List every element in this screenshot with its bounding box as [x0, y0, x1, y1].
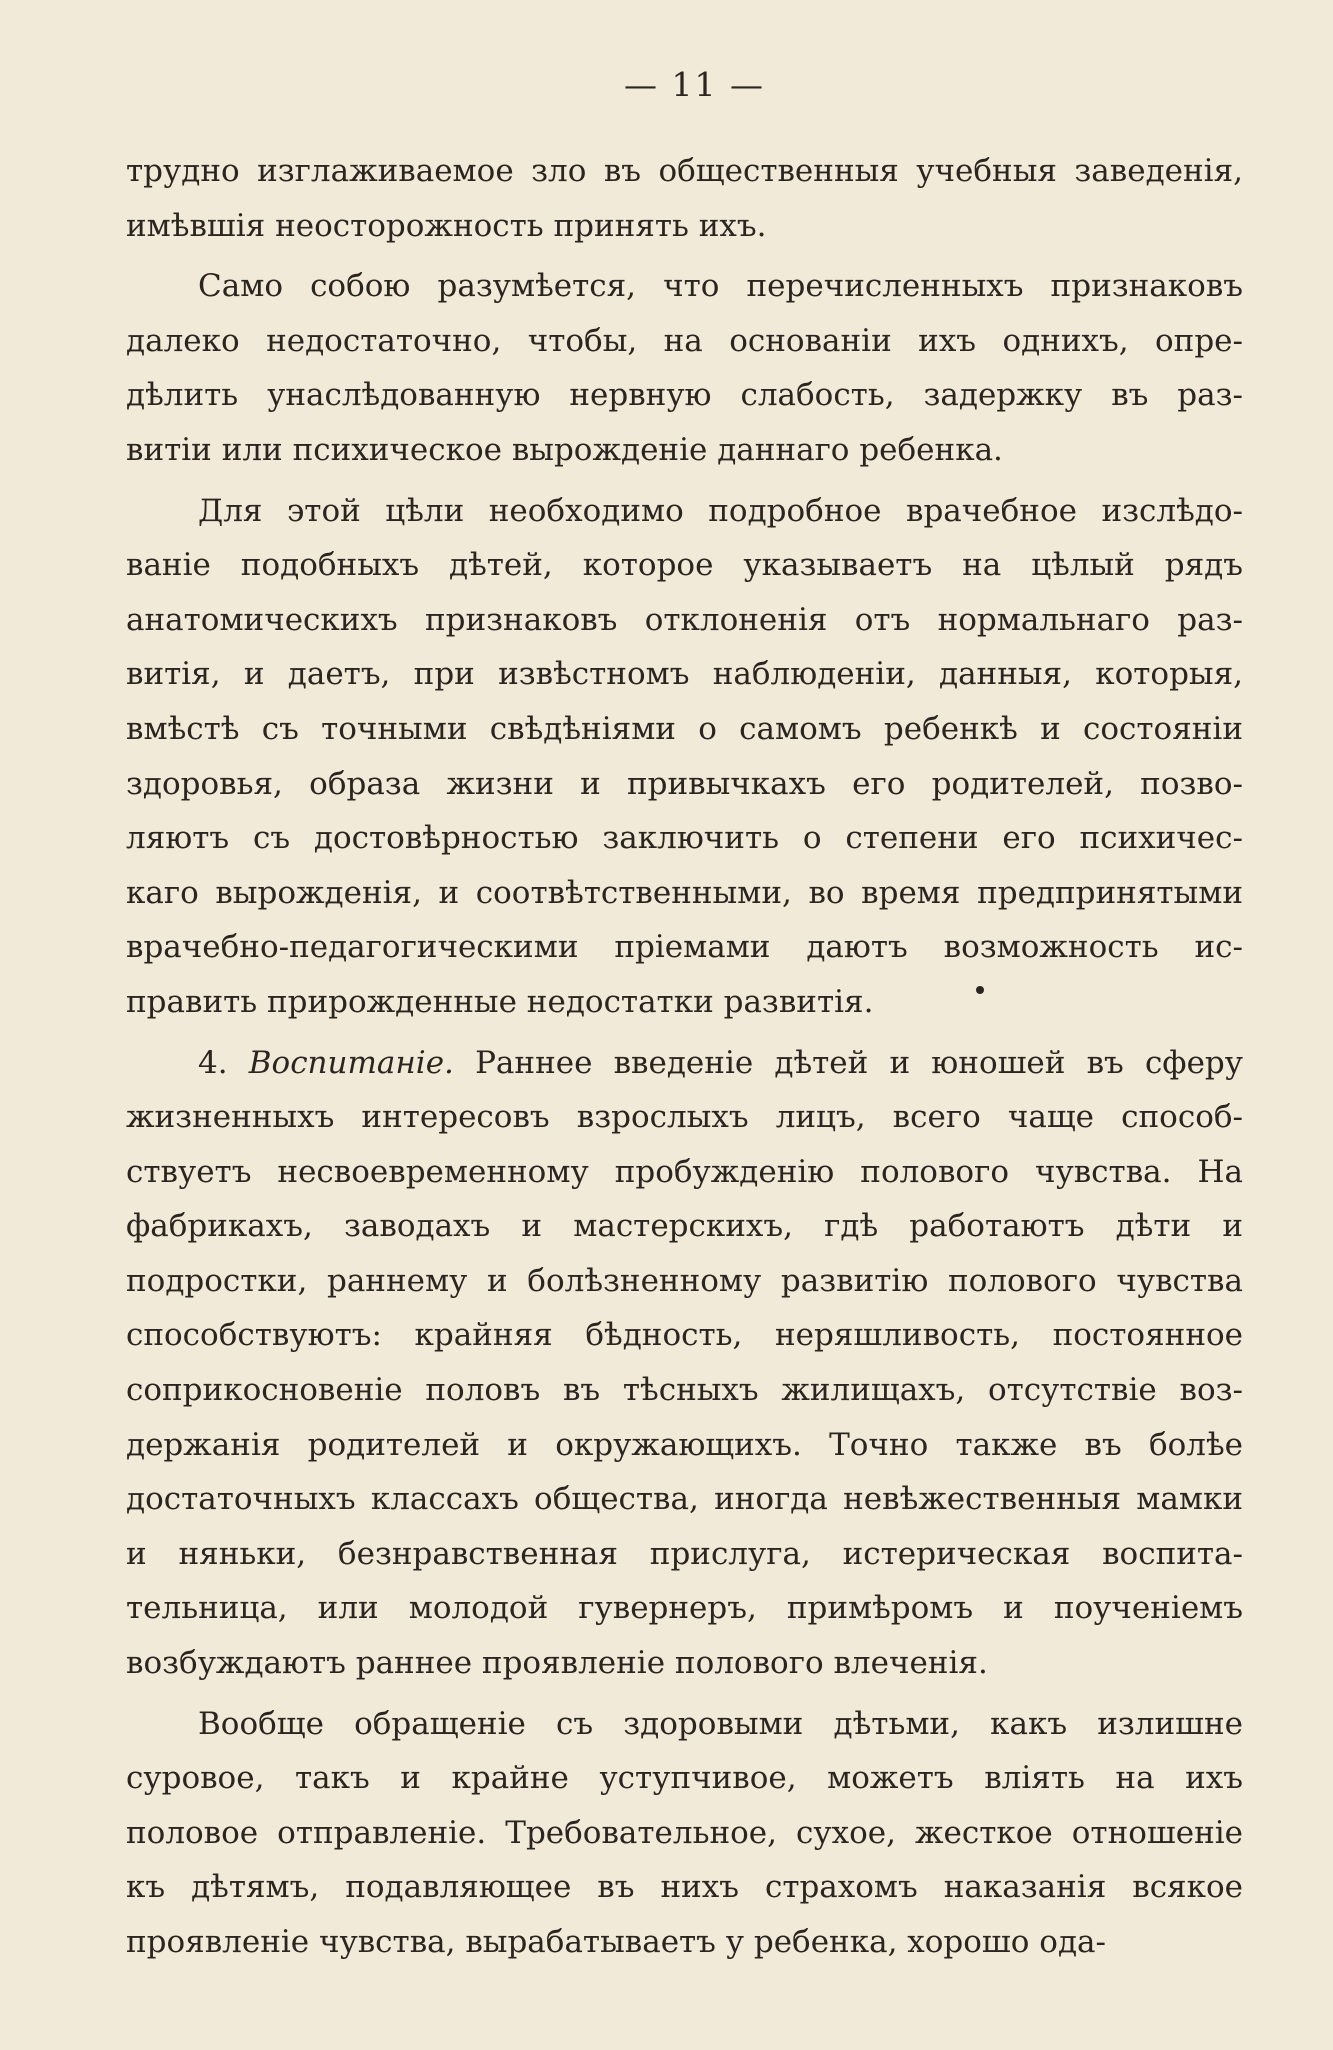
text-line: способствуютъ: крайняя бѣдность, неряшливость, постоянное: [126, 1317, 1243, 1354]
text-line: соприкосновеніе половъ въ тѣсныхъ жилищахъ, отсутствіе воз-: [126, 1372, 1243, 1409]
body-text: [126, 144, 1243, 1970]
text-line: здоровья, образа жизни и привычкахъ его родителей, позво-: [126, 765, 1243, 802]
text-line-content: Раннее введеніе дѣтей и юношей въ сферу: [475, 1044, 1243, 1081]
text-line: Само собою разумѣется, что перечисленныхъ признаковъ: [198, 268, 1243, 305]
paragraph: [126, 484, 1243, 1030]
text-line: достаточныхъ классахъ общества, иногда невѣжественныя мамки: [126, 1481, 1243, 1518]
text-line: проявленіе чувства, вырабатываетъ у ребенка, хорошо ода-: [126, 1924, 1106, 1960]
text-line: держанія родителей и окружающихъ. Точно также въ болѣе: [126, 1426, 1243, 1463]
ink-speck: [976, 986, 984, 994]
text-line: вмѣстѣ съ точными свѣдѣніями о самомъ ребенкѣ и состояніи: [126, 710, 1243, 747]
text-line: фабрикахъ, заводахъ и мастерскихъ, гдѣ работаютъ дѣти и: [126, 1208, 1243, 1245]
page-number: — 11 —: [624, 65, 765, 104]
text-line: половое отправленіе. Требовательное, сухое, жесткое отношеніе: [126, 1814, 1243, 1851]
text-line: Вообще обращеніе съ здоровыми дѣтьми, какъ излишне: [198, 1705, 1243, 1742]
text-line: анатомическихъ признаковъ отклоненія отъ нормальнаго раз-: [126, 601, 1243, 638]
text-line: жизненныхъ интересовъ взрослыхъ лицъ, всего чаще способ-: [126, 1099, 1243, 1136]
text-line: ляютъ съ достовѣрностью заключить о степени его психичес-: [126, 820, 1243, 857]
text-line: врачебно-педагогическими пріемами даютъ возможность ис-: [126, 929, 1243, 966]
text-line: трудно изглаживаемое зло въ общественныя учебныя заведенія,: [126, 153, 1243, 189]
paragraph: [126, 259, 1243, 477]
text-line: править прирожденные недостатки развитія.: [126, 983, 874, 1020]
text-line: дѣлить унаслѣдованную нервную слабость, задержку въ раз-: [126, 377, 1243, 414]
text-line: далеко недостаточно, чтобы, на основаніи ихъ однихъ, опре-: [126, 322, 1243, 359]
text-line: витіи или психическое вырожденіе даннаго ребенка.: [126, 431, 1003, 468]
text-line: каго вырожденія, и соотвѣтственными, во время предпринятыми: [126, 874, 1243, 911]
text-line: къ дѣтямъ, подавляющее въ нихъ страхомъ наказанія всякое: [126, 1869, 1243, 1906]
paragraph: [126, 1036, 1243, 1691]
section-number: 4.: [198, 1044, 228, 1081]
text-line: ствуетъ несвоевременному пробужденію полового чувства. На: [126, 1153, 1243, 1190]
text-line: тельница, или молодой гувернеръ, примѣромъ и поученіемъ: [126, 1590, 1243, 1627]
section-title: Воспитаніе.: [248, 1044, 454, 1081]
text-line: Для этой цѣли необходимо подробное врачебное изслѣдо-: [198, 492, 1243, 529]
text-line: и няньки, безнравственная прислуга, истерическая воспита-: [126, 1535, 1243, 1572]
text-line: возбуждаютъ раннее проявленіе полового влеченія.: [126, 1645, 988, 1682]
paragraph: [126, 144, 1243, 253]
paragraph: [126, 1697, 1243, 1970]
text-line: имѣвшія неосторожность принять ихъ.: [126, 207, 767, 244]
text-line: [126, 1036, 1243, 1091]
text-line: ваніе подобныхъ дѣтей, которое указываетъ на цѣлый рядъ: [126, 547, 1243, 584]
text-line: подростки, раннему и болѣзненному развитію полового чувства: [126, 1262, 1243, 1299]
text-line: суровое, такъ и крайне уступчивое, можетъ вліять на ихъ: [126, 1760, 1243, 1797]
text-line: витія, и даетъ, при извѣстномъ наблюденіи, данныя, которыя,: [126, 656, 1243, 693]
